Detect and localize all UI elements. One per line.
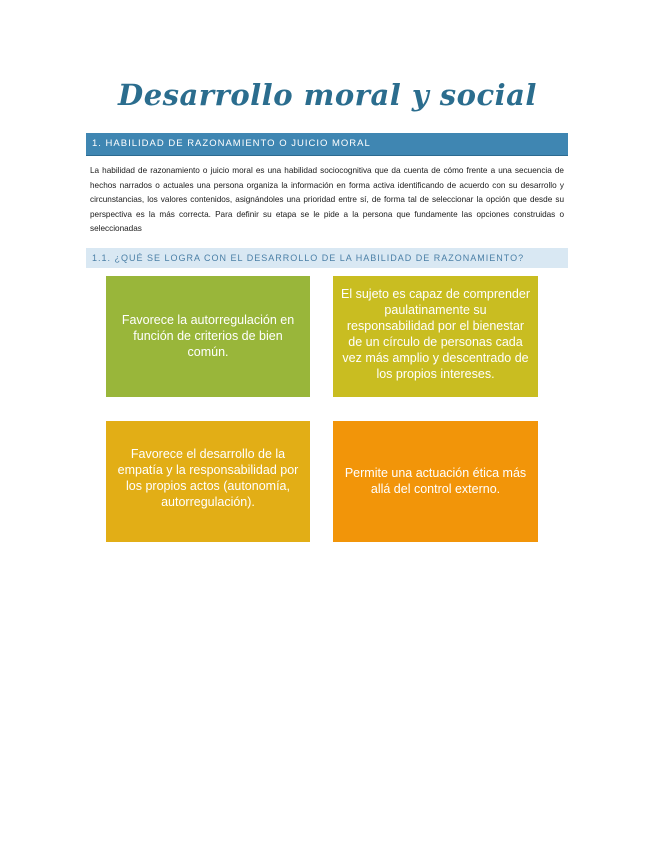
subsection-heading: 1.1. ¿QUÉ SE LOGRA CON EL DESARROLLO DE LA HABILIDAD DE RAZONAMIENTO? [92,253,525,263]
section-heading-bar [86,133,568,156]
outcome-box-responsibility [333,276,538,397]
outcome-text: El sujeto es capaz de comprender paulatinamente su responsabilidad por el bienestar de un círculo de personas cada vez más amplio y descentrado de los propios intereses. [341,287,530,381]
body-paragraph: La habilidad de razonamiento o juicio moral es una habilidad sociocognitiva que da cuenta de cómo frente a una secuencia de hechos narrados o actuales una persona organiza la información en forma activa identificando de acuerdo con su desarrollo y circunstancias, los valores contenidos, asignándoles una prioridad entre sí, de forma tal de seleccionar la opción que desde su perspectiva es la más correcta. Para definir su etapa se le pide a la persona que fundamente las opciones construidas o seleccionadas [90,166,564,233]
outcome-box-autoregulation [106,276,310,397]
outcome-text: Favorece el desarrollo de la empatía y la responsabilidad por los propios actos (autonomía, autorregulación). [117,447,299,509]
outcome-text: Permite una actuación ética más allá del control externo. [344,466,527,496]
section-heading: 1. HABILIDAD DE RAZONAMIENTO O JUICIO MORAL [92,138,371,149]
page-title: Desarrollo moral y social [118,78,537,112]
outcome-text: Favorece la autorregulación en función de criterios de bien común. [121,313,295,359]
outcome-box-ethics [333,421,538,542]
outcome-box-empathy [106,421,310,542]
subsection-heading-bar [86,248,568,268]
